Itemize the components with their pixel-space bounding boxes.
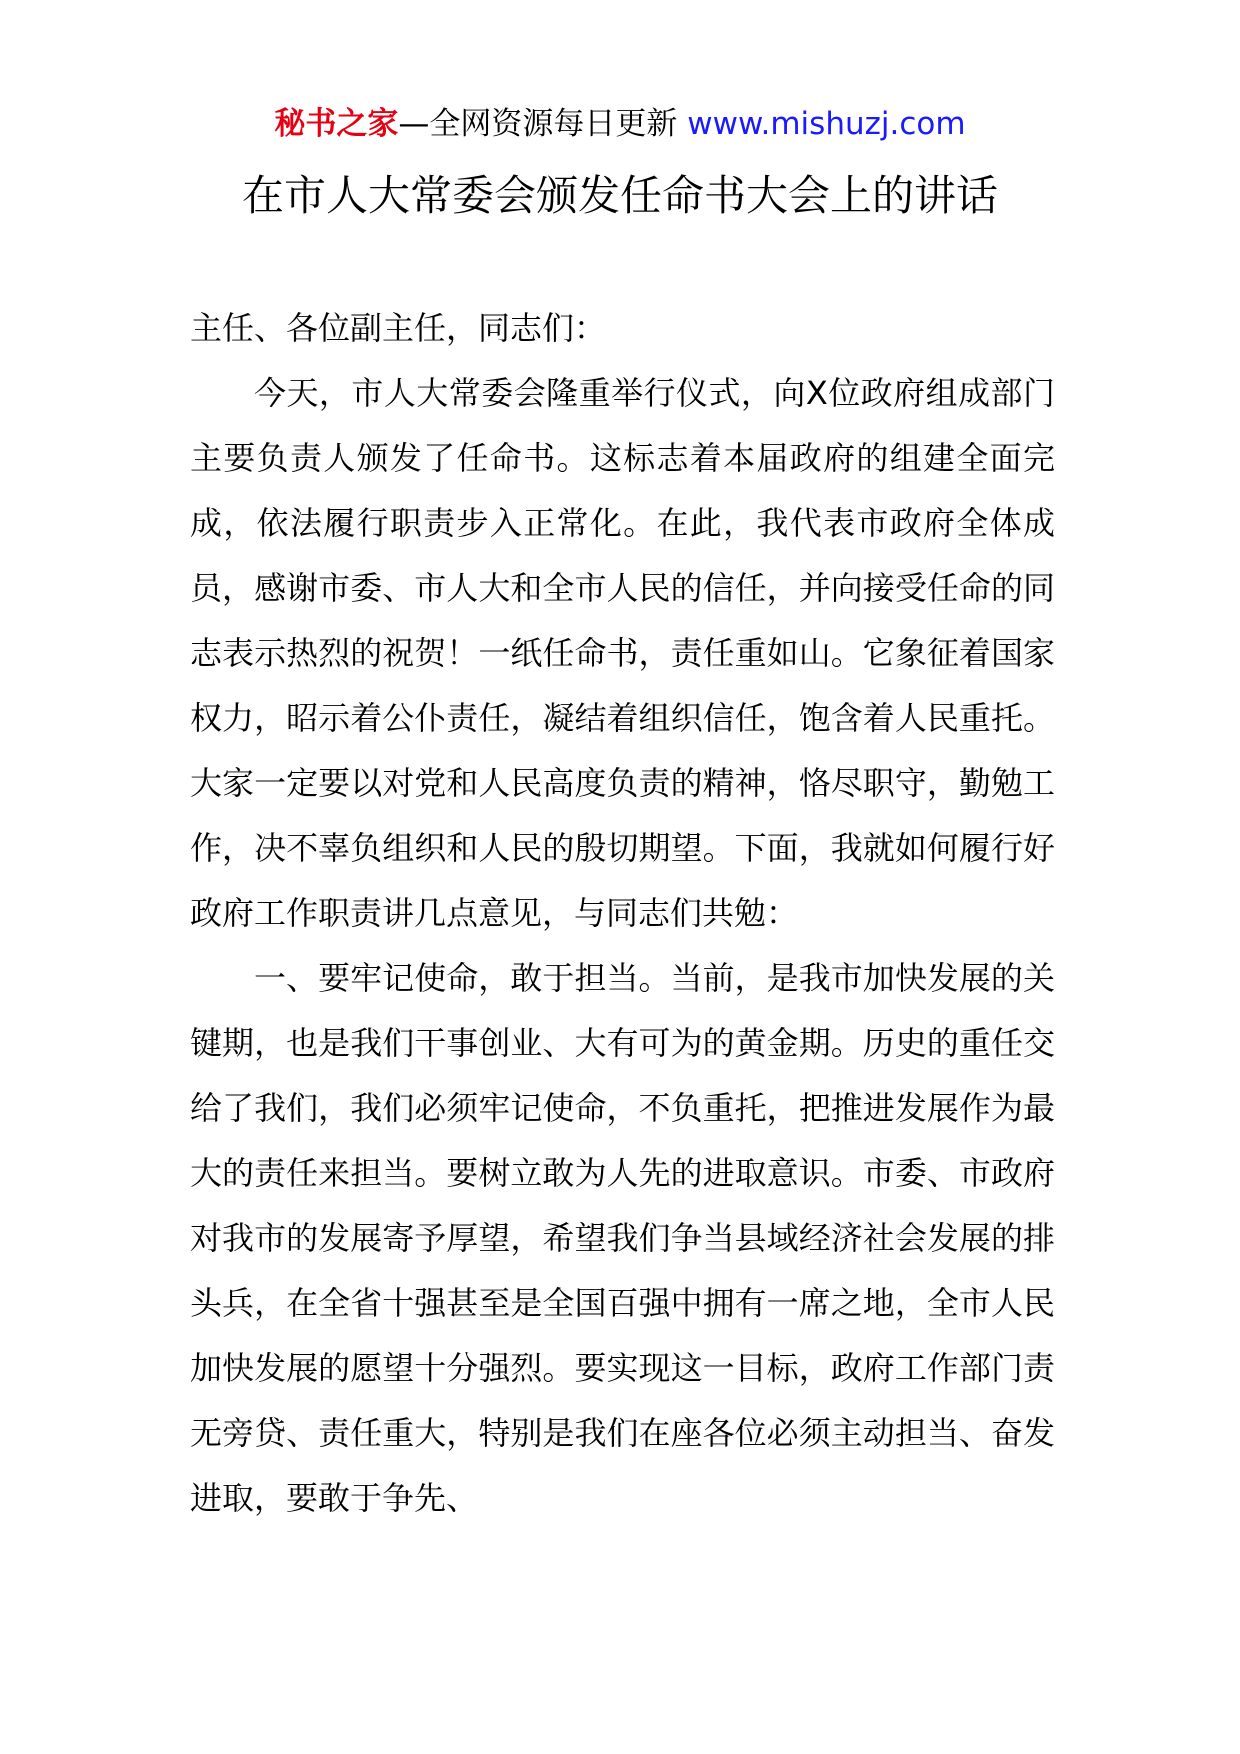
salutation: 主任、各位副主任，同志们： bbox=[190, 309, 607, 347]
page-header bbox=[0, 100, 1240, 148]
site-url-link[interactable]: www.mishuzj.com bbox=[687, 106, 966, 142]
section-1-body: 当前，是我市加快发展的关键期，也是我们干事创业、大有可为的黄金期。历史的重任交给了我们，我们必须牢记使命，不负重托，把推进发展作为最大的责任来担当。要树立敢为人先的进取意识。市委、市政府对我市的发展寄予厚望，希望我们争当县域经济社会发展的排头兵，在全省十强甚至是全国百强中拥有一席之地，全市人民加快发展的愿望十分强烈。要实现这一目标，政府工作部门责无旁贷、责任重大，特别是我们在座各位必须主动担当、奋发进取，要敢于争先、 bbox=[190, 959, 1055, 1517]
section-1-heading: 一、要牢记使命，敢于担当。 bbox=[254, 959, 671, 997]
document-title: 在市人大常委会颁发任命书大会上的讲话 bbox=[241, 171, 998, 220]
document-body bbox=[190, 296, 1055, 1531]
brand-name: 秘书之家 bbox=[274, 106, 399, 142]
paragraph-section-1 bbox=[190, 946, 1055, 1531]
paragraph-intro: 今天，市人大常委会隆重举行仪式，向X位政府组成部门主要负责人颁发了任命书。这标志着本届政府的组建全面完成，依法履行职责步入正常化。在此，我代表市政府全体成员，感谢市委、市人大和全市人民的信任，并向接受任命的同志表示热烈的祝贺！一纸任命书，责任重如山。它象征着国家权力，昭示着公仆责任，凝结着组织信任，饱含着人民重托。大家一定要以对党和人民高度负责的精神，恪尽职守，勤勉工作，决不辜负组织和人民的殷切期望。下面，我就如何履行好政府工作职责讲几点意见，与同志们共勉： bbox=[190, 374, 1055, 932]
header-slogan: —全网资源每日更新 bbox=[398, 106, 688, 142]
